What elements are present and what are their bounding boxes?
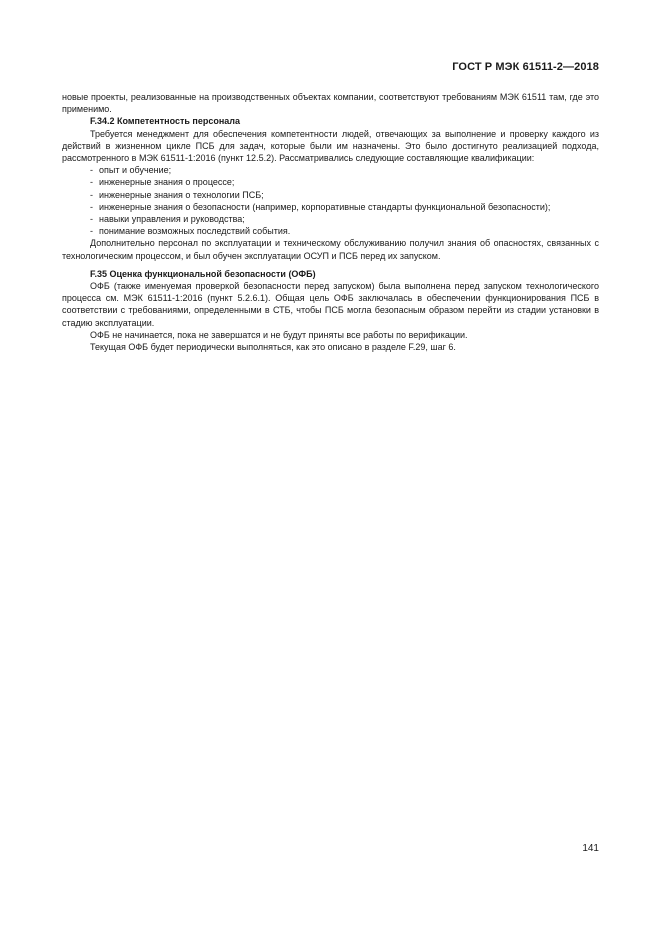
list-item	[62, 164, 599, 176]
section-heading-f35: F.35 Оценка функциональной безопасности (ОФБ)	[90, 268, 316, 279]
list-item	[62, 213, 599, 225]
list-item-text: понимание возможных последствий события.	[99, 226, 291, 237]
list-item	[62, 225, 599, 237]
list-dash: -	[90, 165, 93, 176]
list-item	[62, 176, 599, 188]
verification-paragraph: ОФБ не начинается, пока не завершатся и не будут приняты все работы по верификации.	[90, 329, 468, 340]
list-dash: -	[90, 201, 93, 212]
document-code-header: ГОСТ Р МЭК 61511-2—2018	[452, 61, 599, 73]
page-number: 141	[582, 843, 599, 854]
competence-paragraph: Требуется менеджмент для обеспечения компетентности людей, отвечающих за выполнение и проверку каждого из действий в жизненном цикле ПСБ для задач, которые были им назначены. Это было достигнуто реализацией подхода, рассмотренного в МЭК 61511-1:2016 (пункт 12.5.2). Рассматривались следующие составляющие квалификации:	[62, 128, 599, 164]
list-item-text: опыт и обучение;	[99, 165, 172, 176]
section-heading-f34-2: F.34.2 Компетентность персонала	[90, 116, 240, 127]
list-item-text: инженерные знания о технологии ПСБ;	[99, 189, 264, 200]
list-item	[62, 201, 599, 213]
qualification-list	[62, 164, 599, 237]
list-item-text: инженерные знания о безопасности (например, корпоративные стандарты функциональной безопасности);	[99, 201, 551, 212]
periodic-assessment-paragraph: Текущая ОФБ будет периодически выполняться, как это описано в разделе F.29, шаг 6.	[90, 342, 456, 353]
list-dash: -	[90, 214, 93, 225]
training-paragraph: Дополнительно персонал по эксплуатации и техническому обслуживанию получил знания об опасностях, связанных с технологическим процессом, и был обучен эксплуатации ОСУП и ПСБ перед их запуском.	[62, 238, 599, 261]
list-dash: -	[90, 189, 93, 200]
list-dash: -	[90, 177, 93, 188]
list-dash: -	[90, 226, 93, 237]
list-item-text: навыки управления и руководства;	[99, 214, 245, 225]
page-body	[62, 91, 599, 353]
list-item	[62, 189, 599, 201]
assessment-paragraph: ОФБ (также именуемая проверкой безопасности перед запуском) была выполнена перед запуском технологического процесса см. МЭК 61511-1:2016 (пункт 5.2.6.1). Общая цель ОФБ заключалась в обеспечении функционирования ПСБ в соответствии с требованиями, определенными в СТБ, чтобы ПСБ могла безопасным образом перейти из стадии установки в стадию эксплуатации.	[62, 281, 599, 328]
intro-paragraph: новые проекты, реализованные на производственных объектах компании, соответствуют требованиям МЭК 61511 там, где это применимо.	[62, 92, 599, 115]
list-item-text: инженерные знания о процессе;	[99, 177, 235, 188]
